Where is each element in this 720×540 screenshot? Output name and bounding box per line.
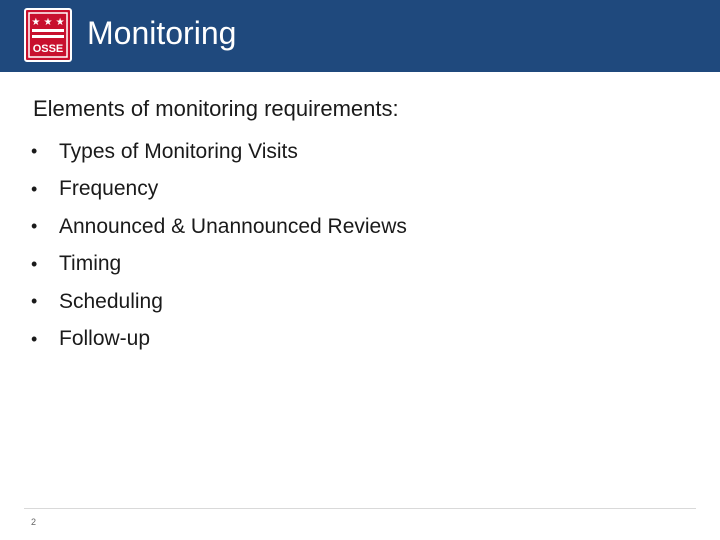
content-heading: Elements of monitoring requirements: <box>33 96 399 121</box>
bullet-item-scheduling <box>31 283 407 321</box>
bullet-text: Scheduling <box>59 289 163 313</box>
bullet-icon: • <box>31 291 38 312</box>
bullet-item-types-of-monitoring-visits <box>31 133 407 171</box>
bullet-text: Frequency <box>59 177 159 201</box>
bullet-item-follow-up <box>31 321 407 359</box>
page-number: 2 <box>31 517 37 527</box>
svg-text:OSSE: OSSE <box>32 43 64 55</box>
osse-logo <box>24 8 72 62</box>
bullet-text: Follow-up <box>59 327 151 351</box>
slide-title: Monitoring <box>87 15 237 51</box>
bullet-item-frequency <box>31 171 407 209</box>
bullet-icon: • <box>31 178 38 199</box>
bullet-icon: • <box>31 328 38 349</box>
header-bar <box>0 0 720 72</box>
bullet-text: Announced & Unannounced Reviews <box>59 214 407 238</box>
bullet-item-timing <box>31 246 407 284</box>
bullet-list <box>31 133 407 358</box>
bullet-icon: • <box>31 141 38 162</box>
bullet-icon: • <box>31 253 38 274</box>
footer-divider <box>24 508 696 509</box>
bullet-icon: • <box>31 216 38 237</box>
svg-text:★ ★ ★: ★ ★ ★ <box>31 17 65 28</box>
bullet-text: Timing <box>59 252 122 276</box>
bullet-text: Types of Monitoring Visits <box>59 139 298 163</box>
bullet-item-announced-unannounced-reviews <box>31 208 407 246</box>
